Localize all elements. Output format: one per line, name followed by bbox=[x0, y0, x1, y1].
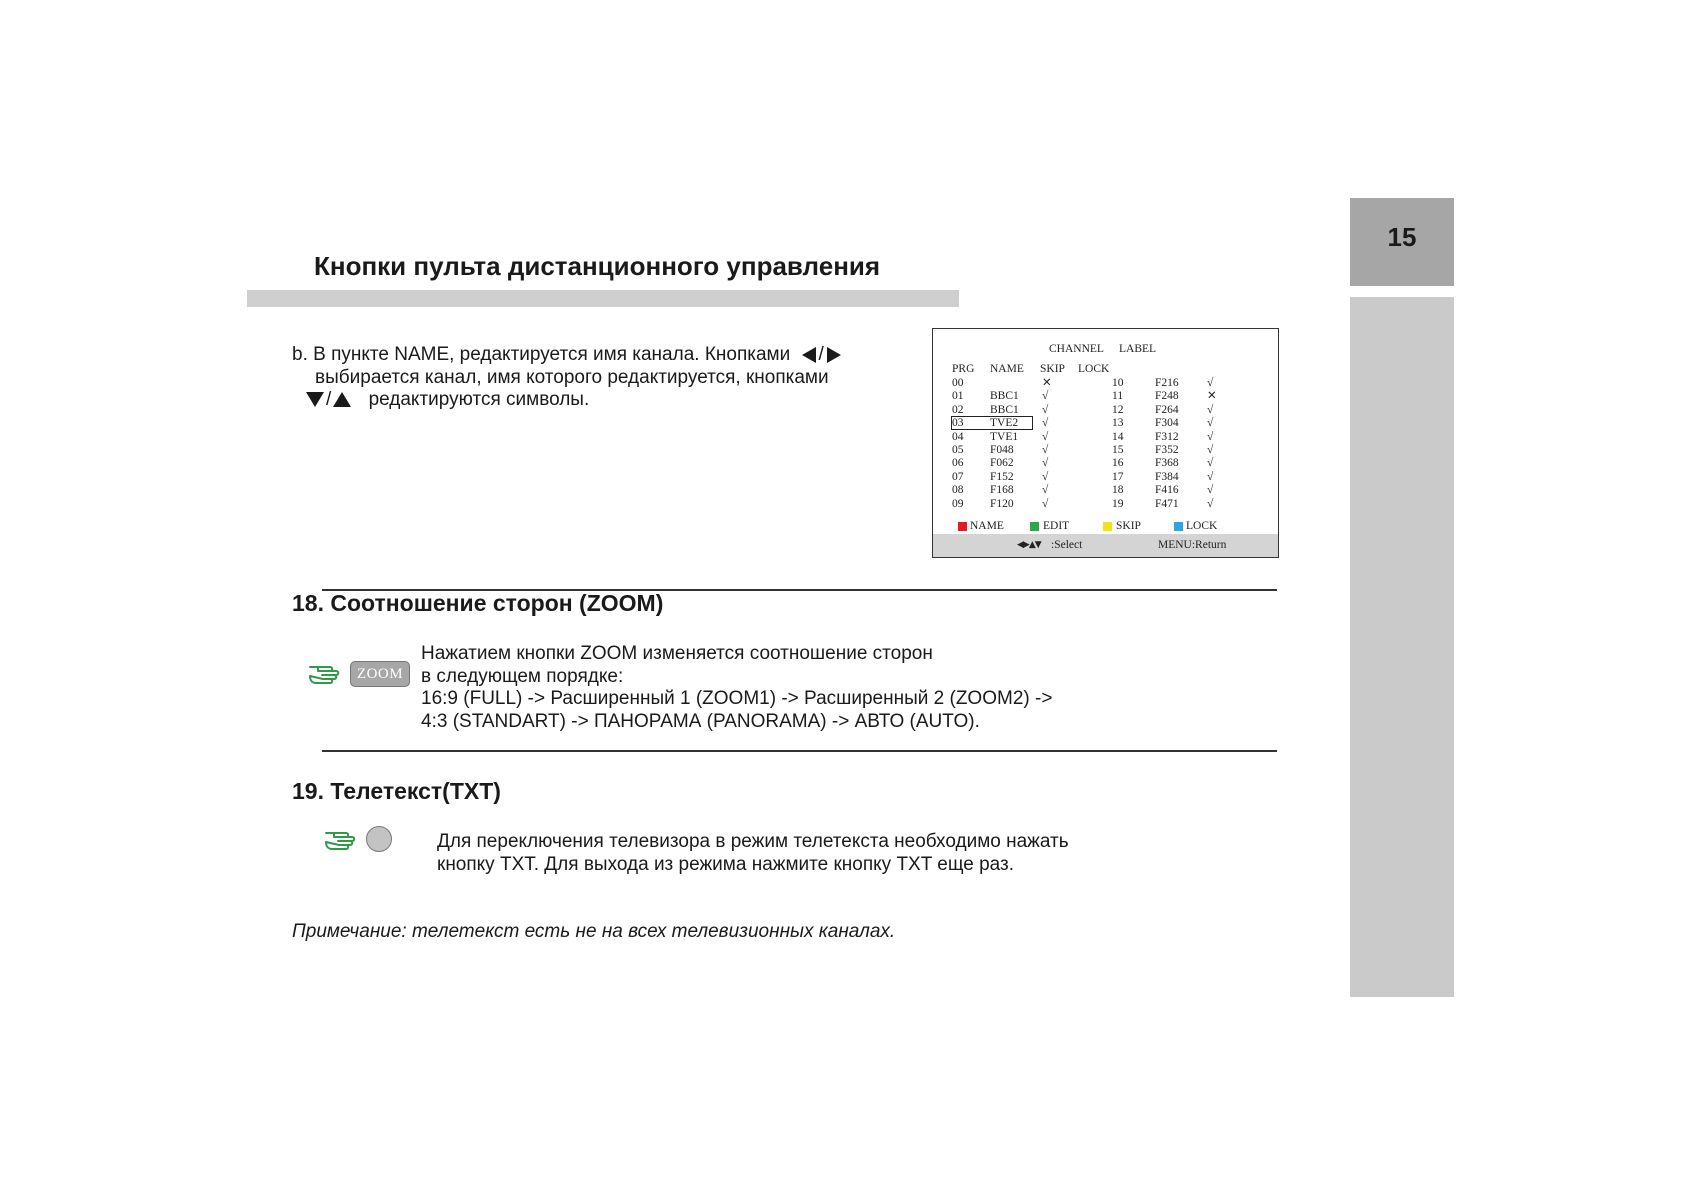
zoom-line-2: в следующем порядке: bbox=[421, 665, 624, 687]
page-title: Кнопки пульта дистанционного управления bbox=[314, 251, 881, 281]
osd-cell-name: BBC1 bbox=[990, 403, 1019, 416]
zoom-line-1: Нажатием кнопки ZOOM изменяется соотношение сторон bbox=[421, 643, 933, 664]
osd-cell-name: F384 bbox=[1155, 470, 1179, 483]
osd-footer-return: MENU:Return bbox=[1158, 539, 1227, 551]
osd-cell-name: F471 bbox=[1155, 497, 1179, 510]
osd-cell-skip: √ bbox=[1207, 417, 1214, 430]
osd-cell-skip: √ bbox=[1042, 403, 1049, 416]
name-line-3-sep: / bbox=[326, 389, 332, 410]
osd-cell-name: TVE1 bbox=[990, 430, 1019, 443]
name-line-3-text: редактируются символы. bbox=[368, 389, 590, 410]
osd-cell-name: F216 bbox=[1155, 377, 1179, 389]
pointing-hand-icon bbox=[308, 661, 348, 691]
osd-cell-skip: √ bbox=[1042, 390, 1049, 403]
osd-cell-name: F152 bbox=[990, 470, 1014, 483]
osd-cell-skip: √ bbox=[1207, 497, 1214, 510]
osd-cell-prg: 09 bbox=[952, 497, 964, 510]
osd-legend-lock-key bbox=[1174, 522, 1183, 531]
name-line-1 bbox=[292, 344, 841, 367]
osd-footer-arrows-icon: ◀▶▲▼ bbox=[1017, 540, 1041, 550]
osd-cell-prg: 17 bbox=[1112, 470, 1124, 483]
osd-footer-select: :Select bbox=[1051, 539, 1083, 551]
osd-cell-skip: √ bbox=[1207, 484, 1214, 497]
osd-header-skip: SKIP bbox=[1040, 363, 1065, 375]
osd-cell-name: F304 bbox=[1155, 417, 1179, 430]
osd-cell-name: F048 bbox=[990, 444, 1014, 456]
osd-cell-skip: √ bbox=[1042, 470, 1049, 483]
osd-header-name: NAME bbox=[990, 363, 1024, 375]
osd-cell-skip: √ bbox=[1042, 457, 1049, 470]
name-line-1-sep: / bbox=[818, 344, 824, 365]
osd-cell-name: F352 bbox=[1155, 444, 1179, 456]
osd-cell-skip: √ bbox=[1207, 403, 1214, 416]
osd-cell-name: F248 bbox=[1155, 390, 1179, 403]
osd-legend-edit: EDIT bbox=[1043, 520, 1070, 532]
osd-cell-prg: 16 bbox=[1112, 457, 1124, 470]
osd-legend-name-key bbox=[958, 522, 967, 531]
osd-cell-prg: 11 bbox=[1112, 390, 1124, 403]
name-line-3 bbox=[292, 389, 841, 412]
osd-legend-skip: SKIP bbox=[1116, 520, 1141, 532]
name-line-1-text: b. В пункте NAME, редактируется имя канала. Кнопками bbox=[292, 344, 791, 365]
osd-cell-name: F168 bbox=[990, 484, 1014, 497]
osd-cell-prg: 01 bbox=[952, 390, 964, 403]
name-section-text bbox=[292, 344, 841, 412]
osd-cell-name: BBC1 bbox=[990, 390, 1019, 403]
osd-cell-prg: 06 bbox=[952, 457, 964, 470]
teletext-line-1: Для переключения телевизора в режим телетекста необходимо нажать bbox=[437, 831, 1069, 852]
osd-cell-skip: √ bbox=[1207, 470, 1214, 483]
osd-cell-prg: 12 bbox=[1112, 403, 1124, 416]
pointing-hand-icon-2 bbox=[324, 827, 364, 857]
zoom-button[interactable]: ZOOM bbox=[350, 661, 410, 687]
teletext-line-2: кнопку TXT. Для выхода из режима нажмите кнопку TXT еще раз. bbox=[437, 853, 1015, 875]
osd-cell-skip: √ bbox=[1042, 417, 1049, 430]
osd-cell-skip: ✕ bbox=[1042, 377, 1052, 389]
osd-cell-prg: 08 bbox=[952, 484, 964, 497]
osd-cell-prg: 10 bbox=[1112, 377, 1124, 389]
osd-footer bbox=[933, 534, 1278, 557]
osd-legend-name: NAME bbox=[970, 520, 1004, 532]
osd-header-lock: LOCK bbox=[1078, 363, 1110, 375]
up-arrow-icon bbox=[333, 392, 351, 407]
osd-cell-prg: 14 bbox=[1112, 430, 1124, 443]
zoom-line-4: 4:3 (STANDART) -> ПАНОРАМА (PANORAMA) -> АВТО (AUTO). bbox=[421, 710, 980, 732]
osd-cell-skip: √ bbox=[1207, 377, 1214, 389]
page-number: 15 bbox=[1387, 222, 1417, 252]
left-arrow-icon bbox=[802, 347, 816, 363]
down-arrow-icon bbox=[306, 392, 324, 407]
osd-cell-skip: √ bbox=[1042, 484, 1049, 497]
osd-cell-prg: 07 bbox=[952, 470, 964, 483]
osd-cell-skip: √ bbox=[1207, 430, 1214, 443]
osd-legend-lock: LOCK bbox=[1186, 520, 1218, 532]
side-bar bbox=[1350, 297, 1454, 997]
zoom-line-3: 16:9 (FULL) -> Расширенный 1 (ZOOM1) -> Расширенный 2 (ZOOM2) -> bbox=[421, 688, 1053, 709]
osd-cell-prg: 00 bbox=[952, 377, 964, 389]
osd-legend-skip-key bbox=[1103, 522, 1112, 531]
osd-title-label: LABEL bbox=[1119, 343, 1157, 355]
osd-header-prg: PRG bbox=[952, 363, 975, 375]
osd-cell-name: TVE2 bbox=[990, 417, 1019, 430]
osd-cell-prg: 15 bbox=[1112, 444, 1124, 456]
osd-cell-name: F312 bbox=[1155, 430, 1179, 443]
osd-cell-name: F368 bbox=[1155, 457, 1179, 470]
zoom-description bbox=[421, 643, 1052, 733]
teletext-description bbox=[437, 831, 1069, 876]
teletext-section-title: 19. Телетекст(TXT) bbox=[292, 778, 501, 804]
osd-cell-skip: √ bbox=[1042, 444, 1049, 456]
osd-cell-name: F416 bbox=[1155, 484, 1179, 497]
zoom-section-title: 18. Соотношение сторон (ZOOM) bbox=[292, 590, 664, 616]
osd-cell-prg: 05 bbox=[952, 444, 964, 456]
osd-cell-prg: 18 bbox=[1112, 484, 1124, 497]
section-divider-2 bbox=[322, 750, 1277, 752]
osd-cell-name: F120 bbox=[990, 497, 1014, 510]
osd-cell-skip: √ bbox=[1042, 497, 1049, 510]
osd-cell-name: F264 bbox=[1155, 403, 1179, 416]
osd-cell-skip: √ bbox=[1042, 430, 1049, 443]
osd-cell-prg: 13 bbox=[1112, 417, 1124, 430]
right-arrow-icon bbox=[827, 347, 841, 363]
osd-cell-skip: ✕ bbox=[1207, 390, 1217, 403]
name-line-2: выбирается канал, имя которого редактируется, кнопками bbox=[315, 366, 829, 388]
osd-cell-skip: √ bbox=[1207, 444, 1214, 456]
osd-cell-prg: 03 bbox=[952, 417, 964, 430]
txt-button[interactable] bbox=[366, 826, 392, 852]
osd-title-channel: CHANNEL bbox=[1049, 343, 1104, 355]
osd-cell-prg: 02 bbox=[952, 403, 964, 416]
channel-label-osd bbox=[932, 328, 1279, 558]
title-underline-bar bbox=[247, 290, 959, 307]
osd-legend-edit-key bbox=[1030, 522, 1039, 531]
osd-cell-name: F062 bbox=[990, 457, 1014, 470]
osd-cell-prg: 19 bbox=[1112, 497, 1124, 510]
osd-cell-skip: √ bbox=[1207, 457, 1214, 470]
teletext-note: Примечание: телетекст есть не на всех телевизионных каналах. bbox=[292, 921, 896, 942]
osd-cell-prg: 04 bbox=[952, 430, 964, 443]
